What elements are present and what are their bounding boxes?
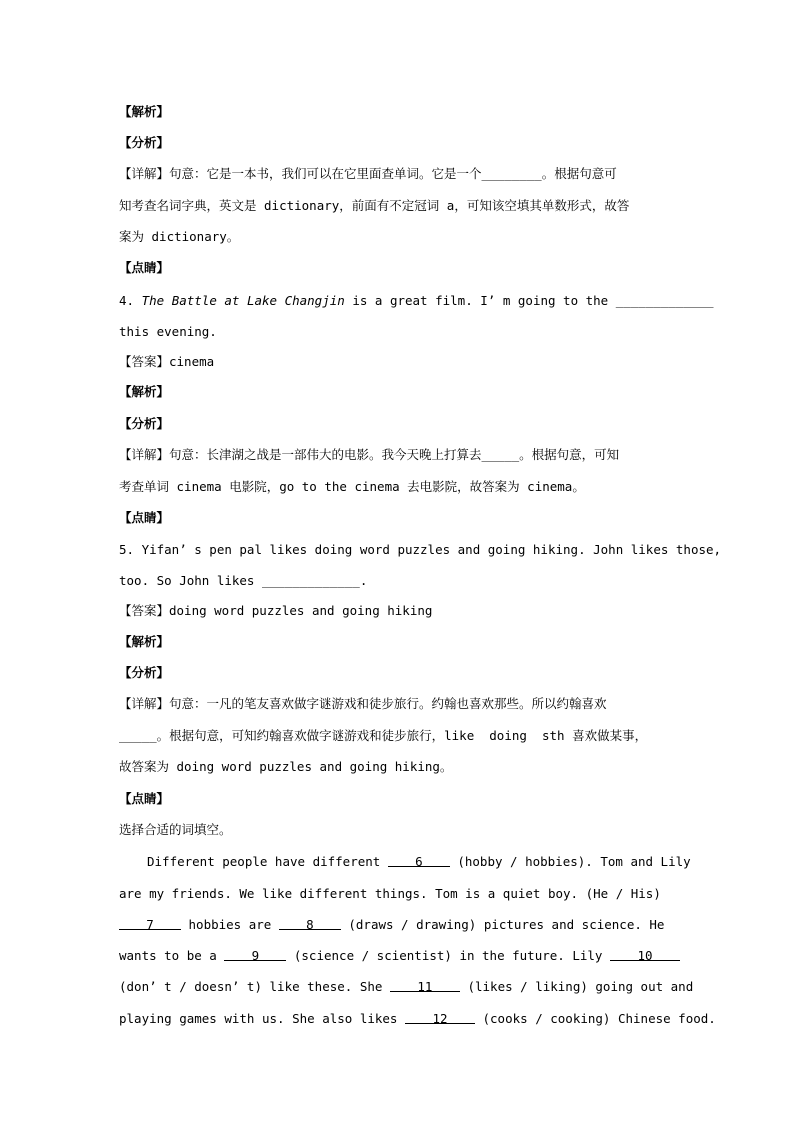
comment-heading: 【点睛】: [119, 510, 170, 525]
question-4-line: [119, 291, 714, 311]
blank-9[interactable]: 9: [224, 946, 286, 961]
film-title: The Battle at Lake Changjin: [141, 293, 345, 308]
question-text: is a great film. I’ m going to the _____________: [344, 293, 714, 308]
cloze-line: are my friends. We like different things. Tom is a quiet boy. (He / His): [119, 886, 661, 901]
detail-text: 【详解】句意：它是一本书，我们可以在它里面查单词。它是一个________。根据句意可: [119, 166, 617, 181]
cloze-line: Different people have different 6 (hobby / hobbies). Tom and Lily: [147, 854, 691, 869]
blank-12[interactable]: 12: [405, 1009, 475, 1024]
blank-11[interactable]: 11: [390, 977, 460, 992]
blank-6[interactable]: 6: [388, 852, 450, 867]
cloze-instruction: 选择合适的词填空。: [119, 822, 232, 837]
detail-text: 考查单词 cinema 电影院，go to the cinema 去电影院，故答案为 cinema。: [119, 479, 585, 494]
comment-heading: 【点睛】: [119, 791, 170, 806]
analysis-heading: 【解析】: [119, 634, 170, 649]
answer-line: 【答案】doing word puzzles and going hiking: [119, 603, 433, 618]
analysis-heading: 【解析】: [119, 104, 170, 119]
detail-text: _____。根据句意，可知约翰喜欢做字谜游戏和徒步旅行，like doing sth 喜欢做某事，: [119, 728, 648, 743]
cloze-line: (don’ t / doesn’ t) like these. She 11 (likes / liking) going out and: [119, 979, 694, 994]
detail-text: 【详解】句意：长津湖之战是一部伟大的电影。我今天晚上打算去_____。根据句意，可知: [119, 447, 620, 462]
question-text: 5. Yifan’ s pen pal likes doing word puzzles and going hiking. John likes those,: [119, 542, 722, 557]
analysis-heading: 【解析】: [119, 384, 170, 399]
fenxi-heading: 【分析】: [119, 135, 170, 150]
fenxi-heading: 【分析】: [119, 665, 170, 680]
detail-text: 【详解】句意：一凡的笔友喜欢做字谜游戏和徒步旅行。约翰也喜欢那些。所以约翰喜欢: [119, 696, 607, 711]
detail-text: 案为 dictionary。: [119, 229, 240, 244]
answer-line: 【答案】cinema: [119, 354, 215, 369]
cloze-line: wants to be a 9 (science / scientist) in the future. Lily 10: [119, 946, 681, 966]
question-text: this evening.: [119, 324, 217, 339]
comment-heading: 【点睛】: [119, 260, 170, 275]
blank-7[interactable]: 7: [119, 915, 181, 930]
cloze-line: playing games with us. She also likes 12 (cooks / cooking) Chinese food.: [119, 1011, 716, 1026]
question-number: 4.: [119, 293, 135, 308]
detail-text: 故答案为 doing word puzzles and going hiking。: [119, 759, 453, 774]
blank-8[interactable]: 8: [279, 915, 341, 930]
question-text: too. So John likes _____________.: [119, 573, 368, 588]
detail-text: 知考查名词字典，英文是 dictionary，前面有不定冠词 a，可知该空填其单数形式，故答: [119, 198, 630, 213]
cloze-line: 7 hobbies are 8 (draws / drawing) pictures and science. He: [119, 915, 681, 935]
fenxi-heading: 【分析】: [119, 416, 170, 431]
blank-10[interactable]: 10: [610, 946, 680, 961]
